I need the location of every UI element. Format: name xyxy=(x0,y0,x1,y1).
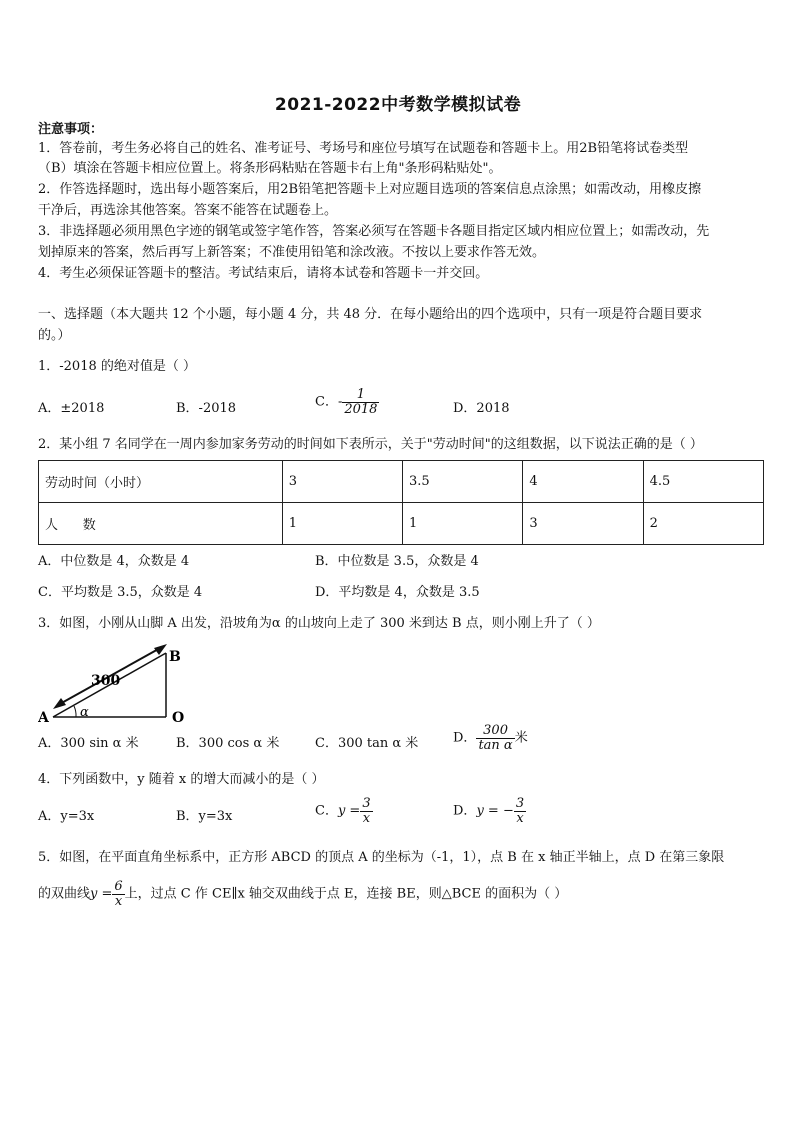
table-cell: 1 xyxy=(402,503,522,545)
question-5-stem-cont xyxy=(38,880,567,909)
q4-d-lhs: y = − xyxy=(476,803,514,819)
q4-option-c xyxy=(315,797,373,826)
slope-figure xyxy=(38,643,198,727)
point-o-label: O xyxy=(172,710,185,726)
length-label: 300 xyxy=(91,673,121,689)
table-cell: 4.5 xyxy=(643,461,763,503)
table-cell: 1 xyxy=(282,503,402,545)
q4-d-fraction xyxy=(514,797,526,826)
q3-option-b: B．300 cos α 米 xyxy=(176,736,280,751)
notice-line: 划掉原来的答案，然后再写上新答案；不准使用铅笔和涂改液。不按以上要求作答无效。 xyxy=(38,245,546,260)
q2-option-d: D．平均数是 4，众数是 3.5 xyxy=(315,585,480,600)
table-cell: 人 数 xyxy=(39,503,283,545)
angle-label: α xyxy=(80,705,89,720)
q1-c-numerator: 1 xyxy=(342,388,379,403)
q5-fraction xyxy=(112,880,124,909)
table-cell: 3.5 xyxy=(402,461,522,503)
point-b-label: B xyxy=(169,649,181,665)
q4-c-lhs: y = xyxy=(337,803,361,819)
q3-d-prefix: D． xyxy=(453,730,477,746)
q2-option-c: C．平均数是 3.5，众数是 4 xyxy=(38,585,203,600)
table-cell: 2 xyxy=(643,503,763,545)
page-title: 2021-2022中考数学模拟试卷 xyxy=(274,95,522,115)
section-heading: 一、选择题（本大题共 12 个小题，每小题 4 分，共 48 分．在每小题给出的四个选项中，只有一项是符合题目要求 xyxy=(38,307,703,322)
notice-line: 干净后，再选涂其他答案。答案不能答在试题卷上。 xyxy=(38,203,338,218)
question-2-stem: 2．某小组 7 名同学在一周内参加家务劳动的时间如下表所示，关于"劳动时间"的这组数据，以下说法正确的是（ ） xyxy=(38,437,703,452)
q1-option-a: A．±2018 xyxy=(38,401,105,416)
q4-d-prefix: D． xyxy=(453,803,477,819)
table-cell: 3 xyxy=(282,461,402,503)
q4-option-d xyxy=(453,797,526,826)
table-row xyxy=(39,461,764,503)
q3-d-numerator: 300 xyxy=(476,724,514,739)
q1-c-fraction xyxy=(342,388,379,417)
labor-time-table xyxy=(38,460,764,545)
table-row xyxy=(39,503,764,545)
point-a-label: A xyxy=(38,710,49,726)
q1-option-b: B．-2018 xyxy=(176,401,237,416)
q1-c-prefix: C．- xyxy=(315,394,343,410)
question-4-stem: 4．下列函数中，y 随着 x 的增大而减小的是（ ） xyxy=(38,772,325,787)
question-1-stem: 1．-2018 的绝对值是（ ） xyxy=(38,359,197,374)
section-heading-cont: 的。） xyxy=(38,328,71,343)
q1-c-denominator: 2018 xyxy=(344,402,378,417)
q3-d-suffix: 米 xyxy=(514,730,528,746)
question-5-stem: 5．如图，在平面直角坐标系中，正方形 ABCD 的顶点 A 的坐标为（-1，1），点 B 在 x 轴正半轴上，点 D 在第三象限 xyxy=(38,850,725,865)
q5-denominator: x xyxy=(114,894,123,909)
q4-d-denominator: x xyxy=(516,811,524,826)
q4-c-fraction xyxy=(360,797,372,826)
q1-option-d: D．2018 xyxy=(453,401,510,416)
table-cell: 4 xyxy=(523,461,643,503)
direction-arrow-tail xyxy=(53,698,66,709)
angle-arc xyxy=(74,706,76,717)
q4-option-b: B．y=3x xyxy=(176,809,233,824)
q4-c-prefix: C． xyxy=(315,803,338,819)
q3-option-c: C．300 tan α 米 xyxy=(315,736,419,751)
q2-option-b: B．中位数是 3.5，众数是 4 xyxy=(315,554,479,569)
notice-line: （B）填涂在答题卡相应位置上。将条形码粘贴在答题卡右上角"条形码粘贴处"。 xyxy=(38,161,502,176)
q4-c-denominator: x xyxy=(362,811,371,826)
notice-line: 1．答卷前，考生务必将自己的姓名、准考证号、考场号和座位号填写在试题卷和答题卡上。用2B铅笔将试卷类型 xyxy=(38,141,689,156)
q3-d-fraction xyxy=(476,724,514,753)
notice-line: 3．非选择题必须用黑色字迹的钢笔或签字笔作答，答案必须写在答题卡各题目指定区域内相应位置上；如需改动，先 xyxy=(38,224,710,239)
q5-numerator: 6 xyxy=(114,879,123,894)
q5-prefix: 的双曲线 xyxy=(38,886,91,902)
q5-lhs: y = xyxy=(90,886,113,902)
q2-option-a: A．中位数是 4，众数是 4 xyxy=(38,554,190,569)
table-cell: 3 xyxy=(523,503,643,545)
q1-option-c xyxy=(315,388,379,417)
q3-d-denominator: tan α xyxy=(478,738,513,753)
question-3-stem: 3．如图，小刚从山脚 A 出发，沿坡角为α 的山坡向上走了 300 米到达 B 点，则小刚上升了（ ） xyxy=(38,616,600,631)
q3-option-d xyxy=(453,724,528,753)
q5-suffix: 上，过点 C 作 CE∥x 轴交双曲线于点 E，连接 BE，则△BCE 的面积为（ ） xyxy=(124,886,568,902)
q4-d-numerator: 3 xyxy=(515,796,525,811)
q4-c-numerator: 3 xyxy=(362,796,371,811)
q4-option-a: A．y=3x xyxy=(38,809,95,824)
notice-line: 4．考生必须保证答题卡的整洁。考试结束后，请将本试卷和答题卡一并交回。 xyxy=(38,266,489,281)
q3-option-a: A．300 sin α 米 xyxy=(38,736,139,751)
notice-heading: 注意事项： xyxy=(38,122,104,137)
table-cell: 劳动时间（小时） xyxy=(39,461,283,503)
notice-line: 2．作答选择题时，选出每小题答案后，用2B铅笔把答题卡上对应题目选项的答案信息点涂黑；如需改动，用橡皮擦 xyxy=(38,182,702,197)
